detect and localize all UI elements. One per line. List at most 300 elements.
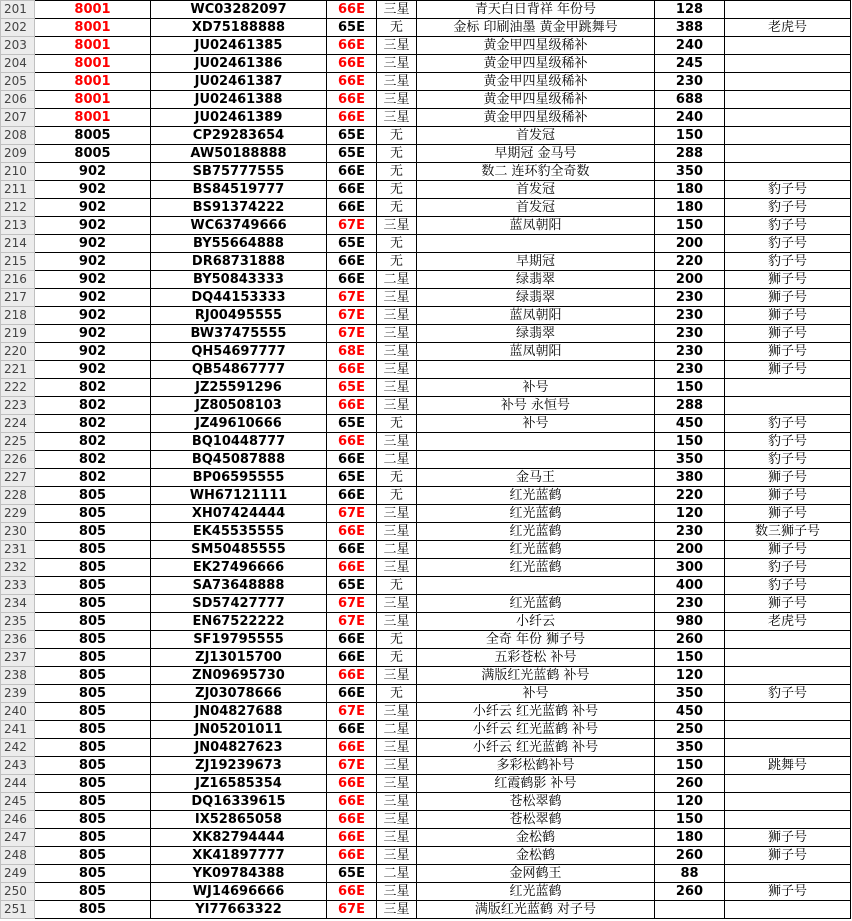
note-cell[interactable]: 红光蓝鹤	[417, 541, 655, 559]
tag-cell[interactable]	[725, 721, 851, 739]
stars-cell[interactable]: 三星	[377, 397, 417, 415]
serial-cell[interactable]: JZ80508103	[151, 397, 327, 415]
note-cell[interactable]: 绿翡翠	[417, 289, 655, 307]
serial-cell[interactable]: BY50843333	[151, 271, 327, 289]
version-cell[interactable]: 66E	[327, 109, 377, 127]
prefix-cell[interactable]: 805	[35, 901, 151, 919]
version-cell[interactable]: 66E	[327, 649, 377, 667]
serial-cell[interactable]: IX52865058	[151, 811, 327, 829]
row-number[interactable]: 249	[1, 865, 35, 883]
price-cell[interactable]: 300	[655, 559, 725, 577]
stars-cell[interactable]: 二星	[377, 271, 417, 289]
serial-cell[interactable]: YK09784388	[151, 865, 327, 883]
row-number[interactable]: 226	[1, 451, 35, 469]
price-cell[interactable]: 688	[655, 91, 725, 109]
note-cell[interactable]: 绿翡翠	[417, 325, 655, 343]
version-cell[interactable]: 67E	[327, 901, 377, 919]
price-cell[interactable]: 230	[655, 307, 725, 325]
prefix-cell[interactable]: 802	[35, 397, 151, 415]
prefix-cell[interactable]: 802	[35, 415, 151, 433]
price-cell[interactable]: 200	[655, 235, 725, 253]
row-number[interactable]: 214	[1, 235, 35, 253]
version-cell[interactable]: 66E	[327, 883, 377, 901]
version-cell[interactable]: 66E	[327, 1, 377, 19]
row-number[interactable]: 232	[1, 559, 35, 577]
version-cell[interactable]: 67E	[327, 289, 377, 307]
price-cell[interactable]: 200	[655, 271, 725, 289]
tag-cell[interactable]: 狮子号	[725, 505, 851, 523]
price-cell[interactable]: 350	[655, 163, 725, 181]
stars-cell[interactable]: 三星	[377, 847, 417, 865]
version-cell[interactable]: 66E	[327, 829, 377, 847]
prefix-cell[interactable]: 8001	[35, 1, 151, 19]
version-cell[interactable]: 66E	[327, 775, 377, 793]
note-cell[interactable]: 红光蓝鹤	[417, 505, 655, 523]
stars-cell[interactable]: 三星	[377, 523, 417, 541]
price-cell[interactable]: 450	[655, 415, 725, 433]
prefix-cell[interactable]: 805	[35, 523, 151, 541]
version-cell[interactable]: 65E	[327, 469, 377, 487]
tag-cell[interactable]: 狮子号	[725, 289, 851, 307]
stars-cell[interactable]: 二星	[377, 865, 417, 883]
note-cell[interactable]: 蓝凤朝阳	[417, 307, 655, 325]
row-number[interactable]: 220	[1, 343, 35, 361]
price-cell[interactable]: 88	[655, 865, 725, 883]
note-cell[interactable]: 首发冠	[417, 127, 655, 145]
price-cell[interactable]: 200	[655, 541, 725, 559]
stars-cell[interactable]: 三星	[377, 379, 417, 397]
price-cell[interactable]: 240	[655, 109, 725, 127]
note-cell[interactable]: 苍松翠鹤	[417, 793, 655, 811]
prefix-cell[interactable]: 902	[35, 217, 151, 235]
prefix-cell[interactable]: 805	[35, 703, 151, 721]
price-cell[interactable]: 120	[655, 667, 725, 685]
version-cell[interactable]: 65E	[327, 235, 377, 253]
tag-cell[interactable]: 豹子号	[725, 685, 851, 703]
note-cell[interactable]: 补号 永恒号	[417, 397, 655, 415]
tag-cell[interactable]: 狮子号	[725, 361, 851, 379]
serial-cell[interactable]: QH54697777	[151, 343, 327, 361]
tag-cell[interactable]	[725, 397, 851, 415]
serial-cell[interactable]: JZ25591296	[151, 379, 327, 397]
stars-cell[interactable]: 三星	[377, 613, 417, 631]
row-number[interactable]: 244	[1, 775, 35, 793]
version-cell[interactable]: 65E	[327, 577, 377, 595]
note-cell[interactable]: 全奇 年份 狮子号	[417, 631, 655, 649]
tag-cell[interactable]: 狮子号	[725, 325, 851, 343]
tag-cell[interactable]: 豹子号	[725, 433, 851, 451]
prefix-cell[interactable]: 902	[35, 199, 151, 217]
note-cell[interactable]: 金松鹤	[417, 847, 655, 865]
note-cell[interactable]	[417, 577, 655, 595]
prefix-cell[interactable]: 902	[35, 163, 151, 181]
note-cell[interactable]: 金网鹤王	[417, 865, 655, 883]
serial-cell[interactable]: SM50485555	[151, 541, 327, 559]
serial-cell[interactable]: XH07424444	[151, 505, 327, 523]
prefix-cell[interactable]: 902	[35, 181, 151, 199]
price-cell[interactable]: 180	[655, 199, 725, 217]
serial-cell[interactable]: QB54867777	[151, 361, 327, 379]
stars-cell[interactable]: 三星	[377, 361, 417, 379]
prefix-cell[interactable]: 8001	[35, 37, 151, 55]
row-number[interactable]: 221	[1, 361, 35, 379]
serial-cell[interactable]: JN04827623	[151, 739, 327, 757]
price-cell[interactable]: 260	[655, 775, 725, 793]
price-cell[interactable]: 150	[655, 433, 725, 451]
note-cell[interactable]: 蓝凤朝阳	[417, 217, 655, 235]
row-number[interactable]: 229	[1, 505, 35, 523]
price-cell[interactable]: 220	[655, 253, 725, 271]
prefix-cell[interactable]: 805	[35, 811, 151, 829]
tag-cell[interactable]	[725, 163, 851, 181]
serial-cell[interactable]: BW37475555	[151, 325, 327, 343]
version-cell[interactable]: 66E	[327, 847, 377, 865]
note-cell[interactable]: 五彩苍松 补号	[417, 649, 655, 667]
serial-cell[interactable]: EN67522222	[151, 613, 327, 631]
version-cell[interactable]: 66E	[327, 523, 377, 541]
row-number[interactable]: 248	[1, 847, 35, 865]
prefix-cell[interactable]: 805	[35, 487, 151, 505]
stars-cell[interactable]: 三星	[377, 37, 417, 55]
row-number[interactable]: 225	[1, 433, 35, 451]
tag-cell[interactable]: 狮子号	[725, 847, 851, 865]
note-cell[interactable]: 蓝凤朝阳	[417, 343, 655, 361]
serial-cell[interactable]: JU02461387	[151, 73, 327, 91]
row-number[interactable]: 238	[1, 667, 35, 685]
version-cell[interactable]: 66E	[327, 811, 377, 829]
note-cell[interactable]: 金松鹤	[417, 829, 655, 847]
serial-cell[interactable]: BQ45087888	[151, 451, 327, 469]
row-number[interactable]: 206	[1, 91, 35, 109]
version-cell[interactable]: 66E	[327, 253, 377, 271]
tag-cell[interactable]: 狮子号	[725, 271, 851, 289]
stars-cell[interactable]: 无	[377, 577, 417, 595]
stars-cell[interactable]: 无	[377, 19, 417, 37]
version-cell[interactable]: 66E	[327, 163, 377, 181]
row-number[interactable]: 223	[1, 397, 35, 415]
tag-cell[interactable]	[725, 865, 851, 883]
note-cell[interactable]: 青天白日背祥 年份号	[417, 1, 655, 19]
price-cell[interactable]: 388	[655, 19, 725, 37]
prefix-cell[interactable]: 805	[35, 505, 151, 523]
row-number[interactable]: 242	[1, 739, 35, 757]
stars-cell[interactable]: 三星	[377, 55, 417, 73]
note-cell[interactable]: 数二 连环豹全奇数	[417, 163, 655, 181]
stars-cell[interactable]: 三星	[377, 901, 417, 919]
stars-cell[interactable]: 三星	[377, 1, 417, 19]
row-number[interactable]: 227	[1, 469, 35, 487]
price-cell[interactable]: 400	[655, 577, 725, 595]
version-cell[interactable]: 67E	[327, 703, 377, 721]
prefix-cell[interactable]: 902	[35, 289, 151, 307]
row-number[interactable]: 230	[1, 523, 35, 541]
serial-cell[interactable]: BQ10448777	[151, 433, 327, 451]
serial-cell[interactable]: DQ44153333	[151, 289, 327, 307]
row-number[interactable]: 251	[1, 901, 35, 919]
tag-cell[interactable]	[725, 73, 851, 91]
row-number[interactable]: 224	[1, 415, 35, 433]
note-cell[interactable]: 小纤云 红光蓝鹤 补号	[417, 721, 655, 739]
row-number[interactable]: 247	[1, 829, 35, 847]
version-cell[interactable]: 66E	[327, 541, 377, 559]
note-cell[interactable]: 小纤云 红光蓝鹤 补号	[417, 739, 655, 757]
note-cell[interactable]	[417, 361, 655, 379]
note-cell[interactable]	[417, 235, 655, 253]
tag-cell[interactable]: 豹子号	[725, 415, 851, 433]
note-cell[interactable]: 金马王	[417, 469, 655, 487]
tag-cell[interactable]	[725, 739, 851, 757]
stars-cell[interactable]: 无	[377, 127, 417, 145]
prefix-cell[interactable]: 805	[35, 721, 151, 739]
price-cell[interactable]: 260	[655, 631, 725, 649]
serial-cell[interactable]: JU02461386	[151, 55, 327, 73]
stars-cell[interactable]: 无	[377, 469, 417, 487]
prefix-cell[interactable]: 802	[35, 451, 151, 469]
note-cell[interactable]: 补号	[417, 415, 655, 433]
stars-cell[interactable]: 无	[377, 415, 417, 433]
stars-cell[interactable]: 三星	[377, 757, 417, 775]
row-number[interactable]: 231	[1, 541, 35, 559]
price-cell[interactable]: 288	[655, 145, 725, 163]
prefix-cell[interactable]: 805	[35, 793, 151, 811]
tag-cell[interactable]	[725, 145, 851, 163]
row-number[interactable]: 204	[1, 55, 35, 73]
stars-cell[interactable]: 三星	[377, 883, 417, 901]
serial-cell[interactable]: BS84519777	[151, 181, 327, 199]
note-cell[interactable]: 小纤云	[417, 613, 655, 631]
prefix-cell[interactable]: 8005	[35, 127, 151, 145]
tag-cell[interactable]	[725, 37, 851, 55]
prefix-cell[interactable]: 8005	[35, 145, 151, 163]
row-number[interactable]: 233	[1, 577, 35, 595]
prefix-cell[interactable]: 902	[35, 325, 151, 343]
serial-cell[interactable]: XK82794444	[151, 829, 327, 847]
price-cell[interactable]: 230	[655, 343, 725, 361]
tag-cell[interactable]: 豹子号	[725, 559, 851, 577]
note-cell[interactable]: 红光蓝鹤	[417, 487, 655, 505]
price-cell[interactable]: 230	[655, 73, 725, 91]
tag-cell[interactable]: 豹子号	[725, 217, 851, 235]
tag-cell[interactable]: 狮子号	[725, 883, 851, 901]
tag-cell[interactable]: 狮子号	[725, 343, 851, 361]
price-cell[interactable]: 250	[655, 721, 725, 739]
row-number[interactable]: 201	[1, 1, 35, 19]
price-cell[interactable]: 180	[655, 829, 725, 847]
version-cell[interactable]: 65E	[327, 145, 377, 163]
stars-cell[interactable]: 三星	[377, 829, 417, 847]
price-cell[interactable]: 230	[655, 523, 725, 541]
prefix-cell[interactable]: 8001	[35, 19, 151, 37]
serial-cell[interactable]: JN05201011	[151, 721, 327, 739]
price-cell[interactable]: 350	[655, 451, 725, 469]
tag-cell[interactable]	[725, 1, 851, 19]
note-cell[interactable]: 满版红光蓝鹤 对子号	[417, 901, 655, 919]
price-cell[interactable]: 150	[655, 811, 725, 829]
row-number[interactable]: 215	[1, 253, 35, 271]
price-cell[interactable]: 260	[655, 847, 725, 865]
serial-cell[interactable]: ZJ03078666	[151, 685, 327, 703]
prefix-cell[interactable]: 8001	[35, 91, 151, 109]
tag-cell[interactable]	[725, 379, 851, 397]
row-number[interactable]: 210	[1, 163, 35, 181]
row-number[interactable]: 203	[1, 37, 35, 55]
tag-cell[interactable]: 狮子号	[725, 307, 851, 325]
serial-cell[interactable]: JZ16585354	[151, 775, 327, 793]
row-number[interactable]: 236	[1, 631, 35, 649]
serial-cell[interactable]: XD75188888	[151, 19, 327, 37]
version-cell[interactable]: 67E	[327, 595, 377, 613]
row-number[interactable]: 202	[1, 19, 35, 37]
row-number[interactable]: 209	[1, 145, 35, 163]
version-cell[interactable]: 65E	[327, 127, 377, 145]
price-cell[interactable]: 240	[655, 37, 725, 55]
row-number[interactable]: 239	[1, 685, 35, 703]
price-cell[interactable]: 230	[655, 289, 725, 307]
row-number[interactable]: 212	[1, 199, 35, 217]
stars-cell[interactable]: 无	[377, 181, 417, 199]
prefix-cell[interactable]: 805	[35, 739, 151, 757]
prefix-cell[interactable]: 805	[35, 865, 151, 883]
serial-cell[interactable]: BY55664888	[151, 235, 327, 253]
stars-cell[interactable]: 三星	[377, 793, 417, 811]
version-cell[interactable]: 65E	[327, 379, 377, 397]
prefix-cell[interactable]: 805	[35, 559, 151, 577]
version-cell[interactable]: 66E	[327, 739, 377, 757]
price-cell[interactable]: 350	[655, 739, 725, 757]
note-cell[interactable]: 首发冠	[417, 199, 655, 217]
serial-cell[interactable]: RJ00495555	[151, 307, 327, 325]
prefix-cell[interactable]: 805	[35, 649, 151, 667]
stars-cell[interactable]: 三星	[377, 739, 417, 757]
prefix-cell[interactable]: 805	[35, 847, 151, 865]
note-cell[interactable]: 多彩松鹤补号	[417, 757, 655, 775]
price-cell[interactable]: 245	[655, 55, 725, 73]
tag-cell[interactable]	[725, 109, 851, 127]
tag-cell[interactable]: 跳舞号	[725, 757, 851, 775]
row-number[interactable]: 246	[1, 811, 35, 829]
prefix-cell[interactable]: 902	[35, 235, 151, 253]
row-number[interactable]: 250	[1, 883, 35, 901]
version-cell[interactable]: 66E	[327, 487, 377, 505]
tag-cell[interactable]: 豹子号	[725, 577, 851, 595]
note-cell[interactable]: 红光蓝鹤	[417, 523, 655, 541]
row-number[interactable]: 218	[1, 307, 35, 325]
note-cell[interactable]: 红光蓝鹤	[417, 883, 655, 901]
tag-cell[interactable]: 老虎号	[725, 19, 851, 37]
serial-cell[interactable]: EK27496666	[151, 559, 327, 577]
version-cell[interactable]: 66E	[327, 433, 377, 451]
tag-cell[interactable]: 狮子号	[725, 469, 851, 487]
serial-cell[interactable]: JU02461385	[151, 37, 327, 55]
serial-cell[interactable]: CP29283654	[151, 127, 327, 145]
version-cell[interactable]: 66E	[327, 631, 377, 649]
row-number[interactable]: 211	[1, 181, 35, 199]
serial-cell[interactable]: JU02461389	[151, 109, 327, 127]
note-cell[interactable]: 满版红光蓝鹤 补号	[417, 667, 655, 685]
stars-cell[interactable]: 三星	[377, 289, 417, 307]
stars-cell[interactable]: 无	[377, 235, 417, 253]
row-number[interactable]: 241	[1, 721, 35, 739]
row-number[interactable]: 245	[1, 793, 35, 811]
serial-cell[interactable]: SF19795555	[151, 631, 327, 649]
note-cell[interactable]: 小纤云 红光蓝鹤 补号	[417, 703, 655, 721]
stars-cell[interactable]: 三星	[377, 217, 417, 235]
tag-cell[interactable]: 豹子号	[725, 199, 851, 217]
row-number[interactable]: 234	[1, 595, 35, 613]
note-cell[interactable]: 绿翡翠	[417, 271, 655, 289]
stars-cell[interactable]: 三星	[377, 433, 417, 451]
stars-cell[interactable]: 无	[377, 649, 417, 667]
tag-cell[interactable]: 豹子号	[725, 235, 851, 253]
note-cell[interactable]: 补号	[417, 685, 655, 703]
tag-cell[interactable]	[725, 703, 851, 721]
price-cell[interactable]: 150	[655, 757, 725, 775]
row-number[interactable]: 219	[1, 325, 35, 343]
stars-cell[interactable]: 三星	[377, 595, 417, 613]
row-number[interactable]: 213	[1, 217, 35, 235]
note-cell[interactable]: 红光蓝鹤	[417, 595, 655, 613]
version-cell[interactable]: 66E	[327, 271, 377, 289]
prefix-cell[interactable]: 805	[35, 685, 151, 703]
row-number[interactable]: 243	[1, 757, 35, 775]
tag-cell[interactable]	[725, 127, 851, 145]
note-cell[interactable]: 红光蓝鹤	[417, 559, 655, 577]
note-cell[interactable]	[417, 451, 655, 469]
price-cell[interactable]: 150	[655, 217, 725, 235]
prefix-cell[interactable]: 802	[35, 379, 151, 397]
version-cell[interactable]: 66E	[327, 559, 377, 577]
serial-cell[interactable]: AW50188888	[151, 145, 327, 163]
stars-cell[interactable]: 三星	[377, 343, 417, 361]
serial-cell[interactable]: ZN09695730	[151, 667, 327, 685]
row-number[interactable]: 222	[1, 379, 35, 397]
version-cell[interactable]: 66E	[327, 667, 377, 685]
serial-cell[interactable]: WH67121111	[151, 487, 327, 505]
price-cell[interactable]	[655, 901, 725, 919]
stars-cell[interactable]: 无	[377, 487, 417, 505]
price-cell[interactable]: 450	[655, 703, 725, 721]
version-cell[interactable]: 66E	[327, 685, 377, 703]
prefix-cell[interactable]: 8001	[35, 55, 151, 73]
version-cell[interactable]: 66E	[327, 721, 377, 739]
tag-cell[interactable]	[725, 667, 851, 685]
tag-cell[interactable]	[725, 91, 851, 109]
serial-cell[interactable]: JU02461388	[151, 91, 327, 109]
version-cell[interactable]: 66E	[327, 199, 377, 217]
tag-cell[interactable]	[725, 901, 851, 919]
prefix-cell[interactable]: 902	[35, 253, 151, 271]
row-number[interactable]: 235	[1, 613, 35, 631]
note-cell[interactable]: 补号	[417, 379, 655, 397]
serial-cell[interactable]: ZJ13015700	[151, 649, 327, 667]
version-cell[interactable]: 66E	[327, 181, 377, 199]
serial-cell[interactable]: SB75777555	[151, 163, 327, 181]
note-cell[interactable]: 黄金甲四星级稀补	[417, 109, 655, 127]
price-cell[interactable]: 128	[655, 1, 725, 19]
price-cell[interactable]: 980	[655, 613, 725, 631]
version-cell[interactable]: 66E	[327, 37, 377, 55]
row-number[interactable]: 205	[1, 73, 35, 91]
prefix-cell[interactable]: 8001	[35, 73, 151, 91]
tag-cell[interactable]	[725, 631, 851, 649]
prefix-cell[interactable]: 805	[35, 883, 151, 901]
price-cell[interactable]: 180	[655, 181, 725, 199]
prefix-cell[interactable]: 805	[35, 577, 151, 595]
prefix-cell[interactable]: 902	[35, 343, 151, 361]
stars-cell[interactable]: 三星	[377, 703, 417, 721]
tag-cell[interactable]: 豹子号	[725, 253, 851, 271]
version-cell[interactable]: 66E	[327, 55, 377, 73]
